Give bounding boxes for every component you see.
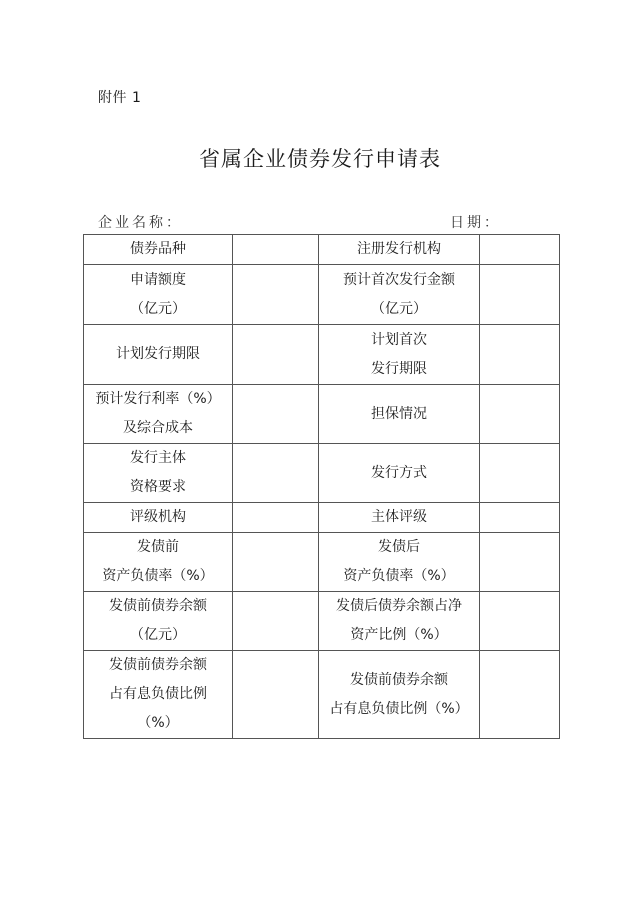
- field-label-line: 注册发行机构: [357, 241, 441, 257]
- field-label: [319, 651, 480, 739]
- field-value-cell[interactable]: [233, 385, 319, 444]
- field-label-line: 资产负债率（%）: [102, 568, 214, 584]
- field-label-line: 担保情况: [371, 405, 427, 422]
- field-label: [84, 533, 233, 592]
- form-table-body: [84, 235, 560, 739]
- field-label-line: 占有息负债比例: [109, 686, 207, 702]
- field-value-cell[interactable]: [233, 503, 319, 533]
- field-label-line: 发行方式: [371, 464, 427, 481]
- field-label-line: （亿元）: [130, 300, 186, 317]
- field-value-cell[interactable]: [480, 503, 560, 533]
- field-label-line: （%）: [137, 715, 179, 731]
- field-label: [84, 325, 233, 385]
- field-label: [319, 444, 480, 503]
- field-label-line: 资产比例（%）: [350, 627, 448, 643]
- field-value-cell[interactable]: [480, 265, 560, 325]
- field-label: [319, 235, 480, 265]
- field-value-cell[interactable]: [480, 444, 560, 503]
- field-value-cell[interactable]: [233, 325, 319, 385]
- field-label-line: 发债后债券余额占净: [336, 598, 462, 614]
- field-label-line: 债券品种: [130, 241, 186, 257]
- field-label: [84, 592, 233, 651]
- field-label-line: 发债后: [378, 539, 420, 555]
- table-row: [84, 385, 560, 444]
- field-label-line: 申请额度: [130, 271, 186, 288]
- field-label-line: 发债前债券余额: [350, 671, 448, 688]
- field-label: [319, 385, 480, 444]
- field-label: [319, 503, 480, 533]
- field-label-line: 计划首次: [371, 331, 427, 348]
- table-row: [84, 503, 560, 533]
- field-value-cell[interactable]: [233, 651, 319, 739]
- table-row: [84, 325, 560, 385]
- table-row: [84, 444, 560, 503]
- field-label-line: （亿元）: [371, 300, 427, 317]
- field-label-line: 资产负债率（%）: [343, 568, 455, 584]
- field-label: [319, 325, 480, 385]
- field-label: [84, 503, 233, 533]
- field-label: [84, 651, 233, 739]
- field-label-line: 发行期限: [371, 360, 427, 377]
- field-label-line: 评级机构: [130, 509, 186, 525]
- table-row: [84, 533, 560, 592]
- field-value-cell[interactable]: [480, 325, 560, 385]
- field-label: [319, 265, 480, 325]
- field-label-line: 发债前债券余额: [109, 598, 207, 614]
- form-title: 省属企业债券发行申请表: [199, 147, 441, 171]
- field-label-line: 主体评级: [371, 509, 427, 525]
- field-value-cell[interactable]: [233, 592, 319, 651]
- company-name-label: 企业名称：: [98, 215, 183, 231]
- field-value-cell[interactable]: [233, 235, 319, 265]
- field-label-line: 发行主体: [130, 450, 186, 466]
- table-row: [84, 235, 560, 265]
- field-label-line: 发债前: [137, 539, 179, 555]
- field-label: [319, 533, 480, 592]
- field-value-cell[interactable]: [480, 651, 560, 739]
- field-label-line: 资格要求: [130, 479, 186, 495]
- field-label: [84, 444, 233, 503]
- field-label-line: 预计发行利率（%）: [95, 391, 221, 407]
- field-label-line: 占有息负债比例（%）: [329, 700, 469, 717]
- table-row: [84, 592, 560, 651]
- field-value-cell[interactable]: [480, 385, 560, 444]
- field-value-cell[interactable]: [233, 533, 319, 592]
- application-form-table: [83, 234, 560, 739]
- field-label: [84, 235, 233, 265]
- field-label-line: （亿元）: [130, 627, 186, 643]
- table-row: [84, 651, 560, 739]
- field-value-cell[interactable]: [480, 533, 560, 592]
- field-value-cell[interactable]: [480, 235, 560, 265]
- field-label-line: 及综合成本: [123, 420, 193, 436]
- attachment-label: 附件 1: [98, 90, 142, 106]
- table-row: [84, 265, 560, 325]
- field-label-line: 发债前债券余额: [109, 657, 207, 673]
- field-value-cell[interactable]: [233, 265, 319, 325]
- field-value-cell[interactable]: [233, 444, 319, 503]
- field-label: [319, 592, 480, 651]
- field-label-line: 计划发行期限: [116, 346, 200, 362]
- field-label-line: 预计首次发行金额: [343, 271, 455, 288]
- field-label: [84, 265, 233, 325]
- field-value-cell[interactable]: [480, 592, 560, 651]
- date-label: 日期：: [450, 215, 501, 231]
- field-label: [84, 385, 233, 444]
